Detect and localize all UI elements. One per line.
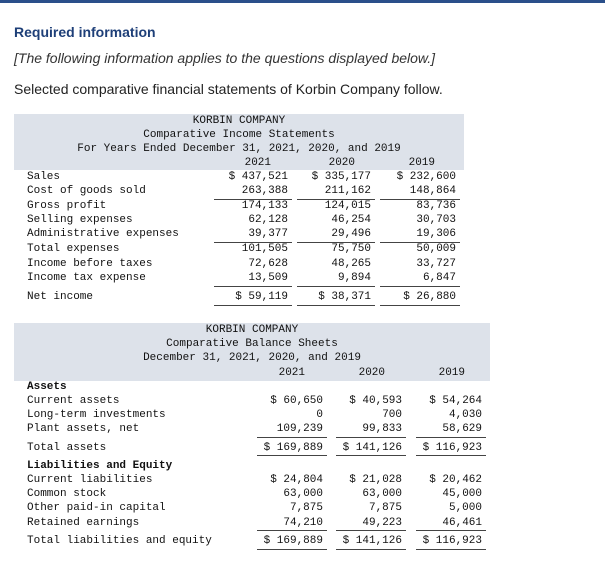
is-subtotal-rule [380, 242, 460, 243]
bs-year-header: 2020 [358, 367, 385, 379]
is-row-value: $ 437,521 [228, 171, 288, 183]
is-row-value: 30,703 [416, 214, 456, 226]
is-row-value: $ 59,119 [235, 291, 288, 303]
bs-asset-row-value: $ 116,923 [422, 442, 482, 454]
bs-liability-row-label: Retained earnings [27, 517, 140, 529]
top-accent-bar [0, 0, 605, 3]
bs-liability-row-value: $ 116,923 [422, 535, 482, 547]
bs-liability-row-label: Common stock [27, 488, 107, 500]
is-total-rule [297, 305, 375, 306]
bs-liability-row-label: Current liabilities [27, 474, 153, 486]
bs-rule [336, 530, 406, 531]
is-row-label: Income tax expense [27, 272, 146, 284]
is-year-header: 2021 [244, 157, 271, 169]
is-period: For Years Ended December 31, 2021, 2020, and 2019 [77, 143, 401, 155]
bs-company-name: KORBIN COMPANY [205, 324, 299, 336]
bs-liability-row-value: 74,210 [283, 517, 323, 529]
is-row-label: Gross profit [27, 200, 107, 212]
bs-asset-row-value: $ 141,126 [342, 442, 402, 454]
bs-liability-row-label: Total liabilities and equity [27, 535, 212, 547]
is-row-value: 33,727 [416, 258, 456, 270]
is-title: Comparative Income Statements [143, 129, 335, 141]
instructions-note: [The following information applies to the questions displayed below.] [14, 50, 436, 66]
bs-liability-row-value: $ 20,462 [429, 474, 482, 486]
bs-rule [257, 549, 327, 550]
bs-rule [416, 455, 486, 456]
is-row-value: $ 335,177 [311, 171, 371, 183]
bs-liability-row-value: $ 141,126 [342, 535, 402, 547]
is-year-header: 2020 [328, 157, 355, 169]
intro-text: Selected comparative financial statements of Korbin Company follow. [14, 81, 443, 97]
bs-asset-row-value: 109,239 [276, 423, 323, 435]
bs-asset-row-value: 58,629 [442, 423, 482, 435]
bs-liability-row-label: Other paid-in capital [27, 502, 166, 514]
bs-asset-row-value: $ 40,593 [349, 395, 402, 407]
bs-asset-row-value: $ 169,889 [263, 442, 323, 454]
is-row-value: 83,736 [416, 200, 456, 212]
bs-asset-row-label: Long-term investments [27, 409, 166, 421]
is-row-value: 62,128 [248, 214, 288, 226]
bs-asset-row-value: 99,833 [362, 423, 402, 435]
bs-liability-row-value: $ 24,804 [270, 474, 323, 486]
bs-liability-row-value: 46,461 [442, 517, 482, 529]
is-row-value: 48,265 [331, 258, 371, 270]
bs-liability-row-value: 63,000 [283, 488, 323, 500]
is-subtotal-rule [380, 199, 460, 200]
is-subtotal-rule [214, 199, 292, 200]
is-subtotal-rule [297, 199, 375, 200]
is-row-value: 50,009 [416, 243, 456, 255]
bs-year-header: 2021 [278, 367, 305, 379]
bs-rule [257, 437, 327, 438]
bs-asset-row-value: $ 60,650 [270, 395, 323, 407]
bs-rule [257, 530, 327, 531]
bs-asset-row-label: Total assets [27, 442, 107, 454]
is-company-name: KORBIN COMPANY [192, 115, 286, 127]
is-row-label: Administrative expenses [27, 228, 179, 240]
is-row-value: 46,254 [331, 214, 371, 226]
bs-liability-row-value: 45,000 [442, 488, 482, 500]
bs-title: Comparative Balance Sheets [166, 338, 338, 350]
bs-rule [416, 549, 486, 550]
is-subtotal-rule [297, 286, 375, 287]
bs-liability-row-value: 5,000 [448, 502, 482, 514]
is-row-value: 13,509 [248, 272, 288, 284]
bs-liability-row-value: 7,875 [289, 502, 323, 514]
bs-period: December 31, 2021, 2020, and 2019 [143, 352, 361, 364]
is-row-value: 211,162 [324, 185, 371, 197]
is-row-value: 39,377 [248, 228, 288, 240]
is-row-value: 19,306 [416, 228, 456, 240]
bs-rule [336, 437, 406, 438]
required-information-heading: Required information [14, 24, 156, 40]
is-subtotal-rule [380, 286, 460, 287]
is-row-value: 6,847 [422, 272, 456, 284]
is-row-value: 75,750 [331, 243, 371, 255]
is-row-value: 72,628 [248, 258, 288, 270]
is-row-value: $ 232,600 [396, 171, 456, 183]
bs-asset-row-value: 0 [316, 409, 323, 421]
bs-rule [336, 549, 406, 550]
is-row-value: 29,496 [331, 228, 371, 240]
bs-asset-row-value: 700 [382, 409, 402, 421]
is-row-value: 9,894 [337, 272, 371, 284]
is-row-label: Net income [27, 291, 94, 303]
is-row-value: 148,864 [409, 185, 456, 197]
bs-liability-row-value: 7,875 [368, 502, 402, 514]
bs-rule [416, 530, 486, 531]
is-row-label: Selling expenses [27, 214, 133, 226]
is-row-label: Income before taxes [27, 258, 153, 270]
bs-year-header: 2019 [438, 367, 465, 379]
bs-liability-row-value: $ 169,889 [263, 535, 323, 547]
bs-rule [257, 455, 327, 456]
is-row-value: 263,388 [241, 185, 288, 197]
bs-liability-row-value: 49,223 [362, 517, 402, 529]
liabilities-equity-heading: Liabilities and Equity [27, 460, 173, 472]
is-subtotal-rule [214, 286, 292, 287]
is-subtotal-rule [214, 242, 292, 243]
bs-asset-row-value: $ 54,264 [429, 395, 482, 407]
bs-rule [336, 455, 406, 456]
assets-heading: Assets [27, 381, 67, 393]
is-row-label: Cost of goods sold [27, 185, 146, 197]
is-row-value: 174,133 [241, 200, 288, 212]
bs-liability-row-value: $ 21,028 [349, 474, 402, 486]
is-row-value: 124,015 [324, 200, 371, 212]
is-row-value: 101,505 [241, 243, 288, 255]
bs-asset-row-label: Current assets [27, 395, 120, 407]
is-total-rule [214, 305, 292, 306]
bs-rule [416, 437, 486, 438]
is-year-header: 2019 [408, 157, 435, 169]
is-row-value: $ 26,880 [403, 291, 456, 303]
is-total-rule [380, 305, 460, 306]
bs-liability-row-value: 63,000 [362, 488, 402, 500]
bs-asset-row-label: Plant assets, net [27, 423, 140, 435]
is-row-value: $ 38,371 [318, 291, 371, 303]
is-row-label: Sales [27, 171, 61, 183]
is-subtotal-rule [297, 242, 375, 243]
bs-asset-row-value: 4,030 [448, 409, 482, 421]
is-row-label: Total expenses [27, 243, 120, 255]
